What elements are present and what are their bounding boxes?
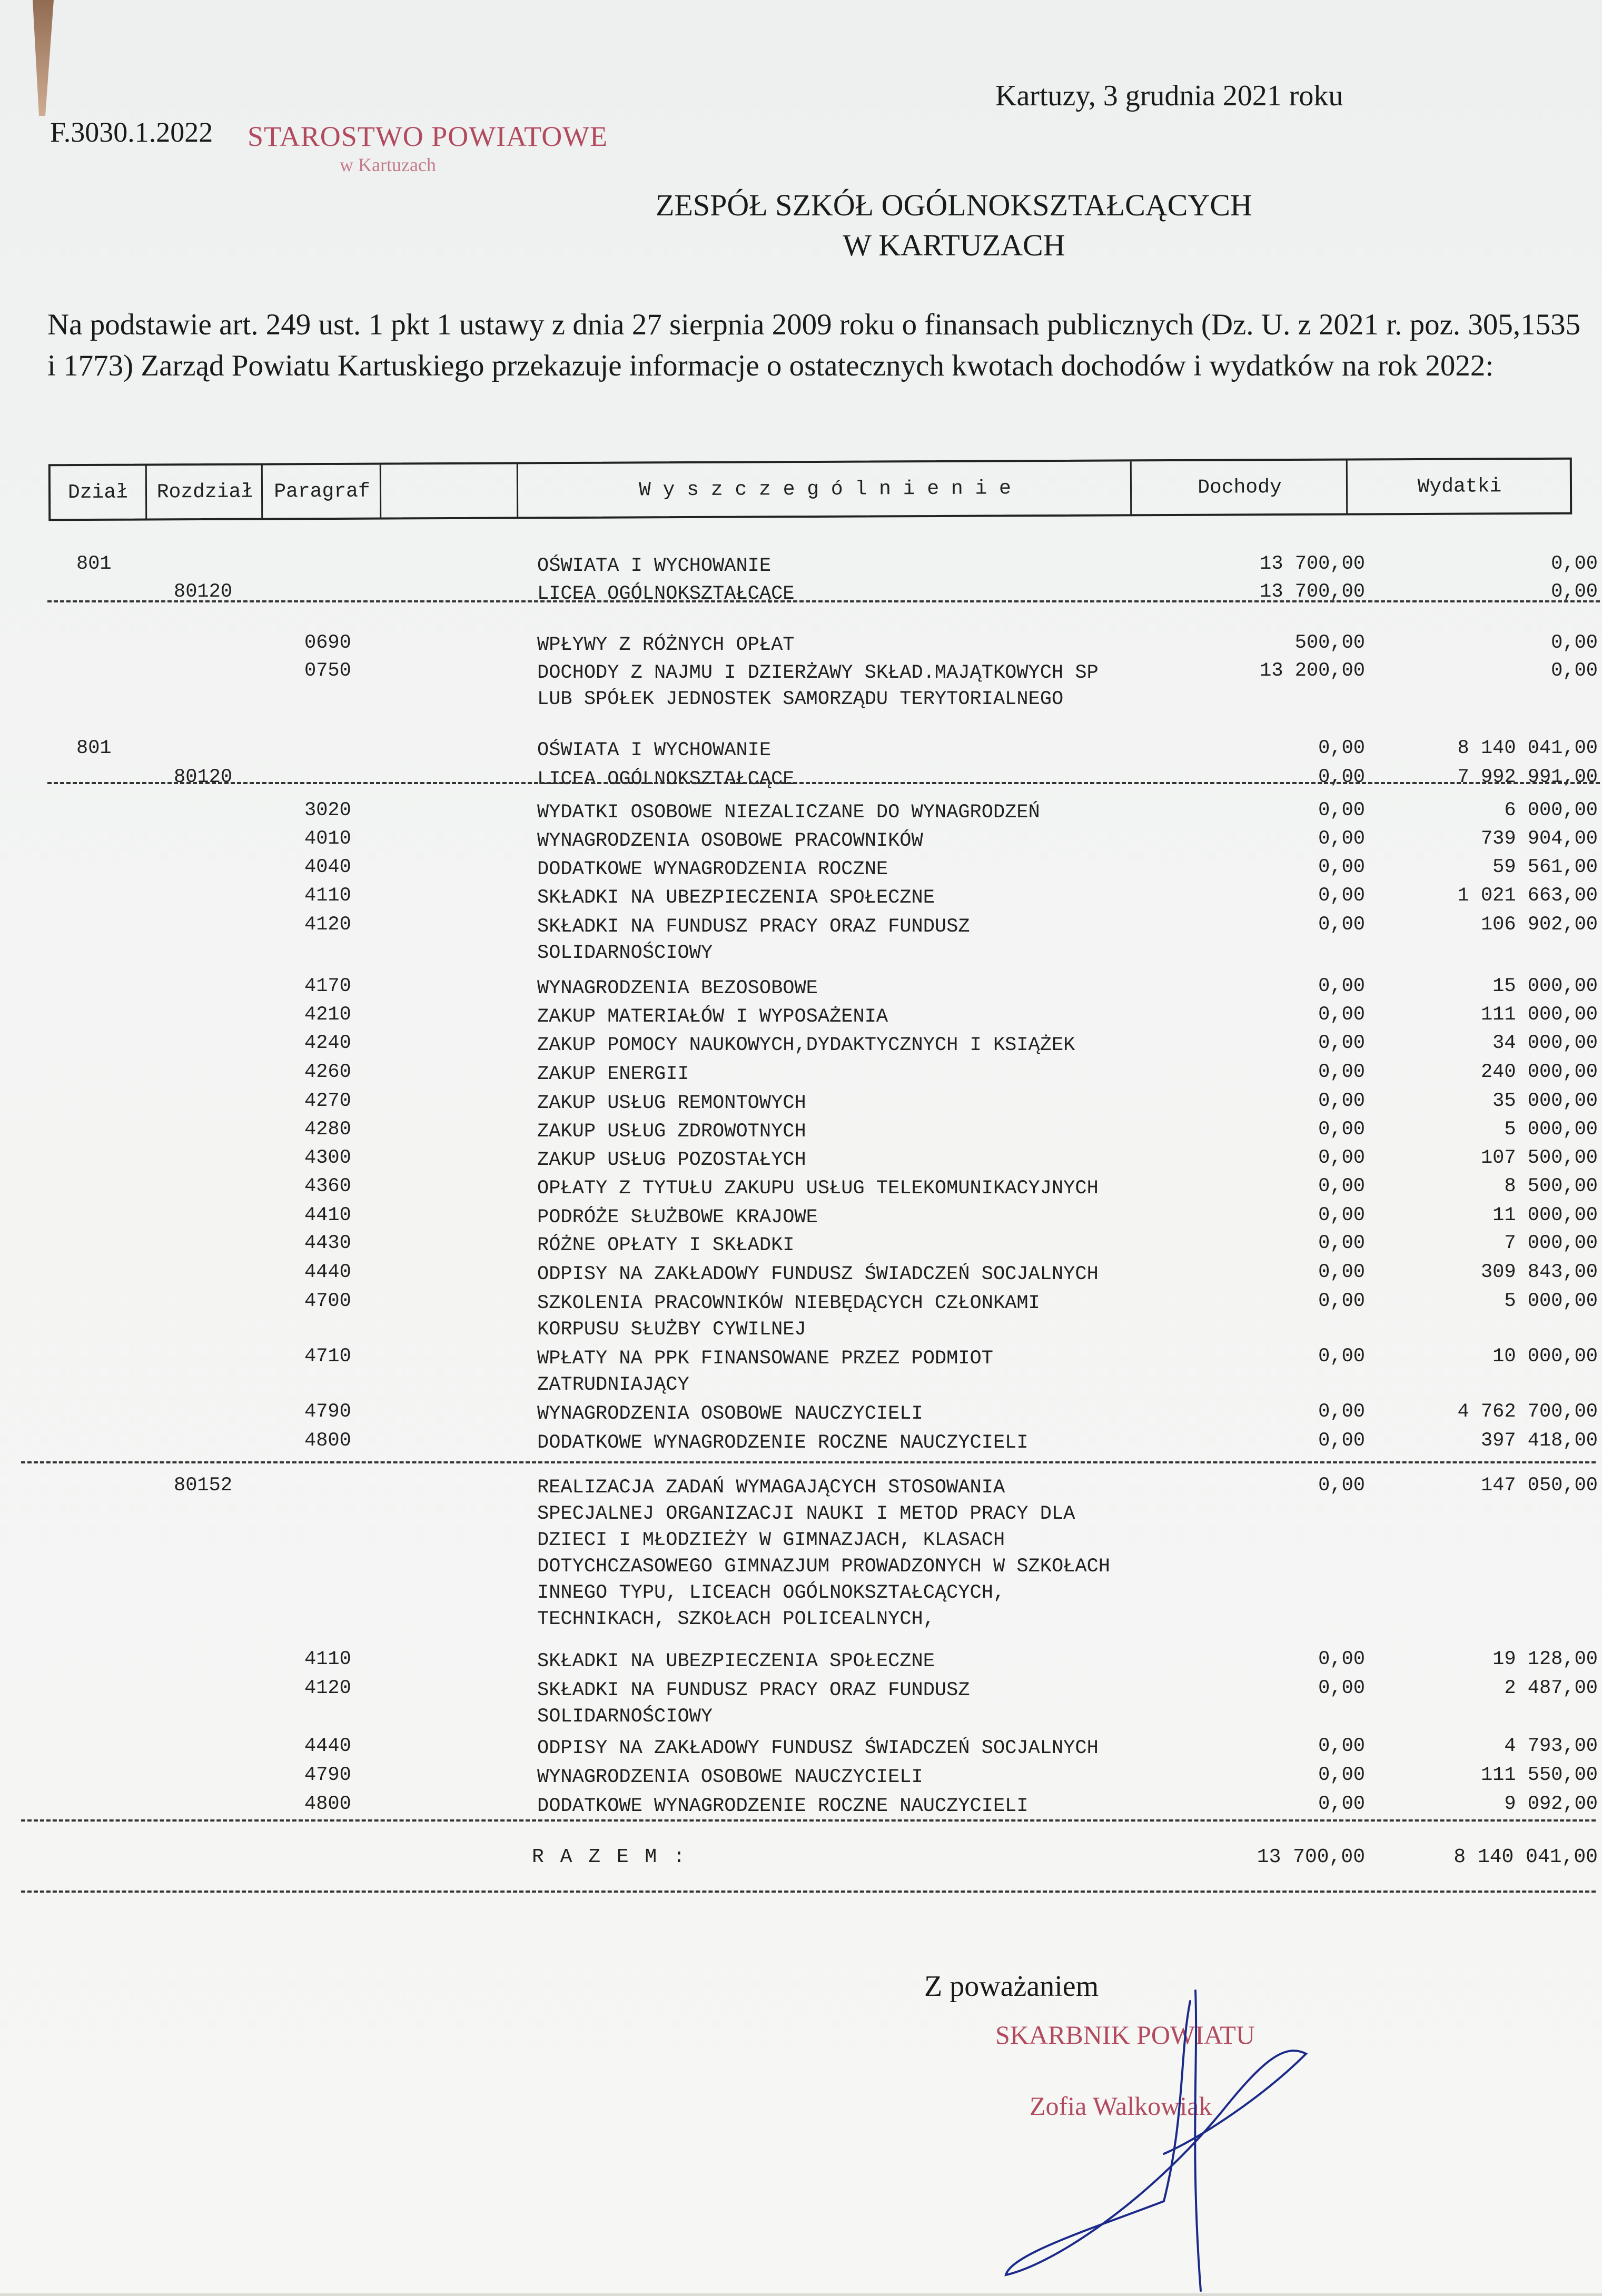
cell-dochody: 0,00	[1318, 1735, 1365, 1757]
header-rozdzial: Rozdział	[145, 466, 263, 519]
cell-dzial: 801	[76, 737, 112, 759]
opis-line: ZAKUP POMOCY NAUKOWYCH,DYDAKTYCZNYCH I KSIĄŻEK	[537, 1034, 1075, 1056]
total-label: R A Z E M :	[532, 1846, 687, 1868]
opis-line: PODRÓŻE SŁUŻBOWE KRAJOWE	[537, 1206, 818, 1229]
cell-paragraf: 4800	[304, 1430, 351, 1452]
cell-opis	[537, 1261, 1099, 1288]
opis-line: ODPISY NA ZAKŁADOWY FUNDUSZ ŚWIADCZEŃ SOCJALNYCH	[537, 1263, 1099, 1285]
cell-opis	[537, 1793, 1029, 1819]
heading-line-2: W KARTUZACH	[843, 228, 1065, 262]
opis-line: KORPUSU SŁUŻBY CYWILNEJ	[537, 1319, 806, 1341]
cell-wydatki: 6 000,00	[1504, 799, 1598, 822]
cell-paragraf: 4170	[304, 975, 351, 997]
cell-opis	[537, 1430, 1029, 1456]
cell-paragraf: 4800	[304, 1793, 351, 1815]
opis-line: SOLIDARNOŚCIOWY	[537, 1706, 713, 1728]
cell-opis	[537, 1677, 970, 1730]
opis-line: WYNAGRODZENIA OSOBOWE NAUCZYCIELI	[537, 1766, 923, 1788]
cell-opis	[537, 1004, 888, 1030]
opis-line: WYNAGRODZENIA OSOBOWE PRACOWNIKÓW	[537, 830, 923, 852]
cell-opis	[537, 737, 771, 764]
cell-wydatki: 2 487,00	[1504, 1677, 1598, 1699]
header-dochody: Dochody	[1130, 461, 1348, 514]
opis-line: DOTYCHCZASOWEGO GIMNAZJUM PROWADZONYCH W SZKOŁACH	[537, 1556, 1110, 1578]
cell-wydatki: 397 418,00	[1480, 1430, 1598, 1452]
cell-wydatki: 5 000,00	[1504, 1290, 1598, 1312]
opis-line: ZAKUP ENERGII	[537, 1063, 689, 1085]
opis-line: WYNAGRODZENIA OSOBOWE NAUCZYCIELI	[537, 1403, 923, 1425]
opis-line: ZATRUDNIAJĄCY	[537, 1374, 689, 1396]
opis-line: WYDATKI OSOBOWE NIEZALICZANE DO WYNAGRODZEŃ	[537, 801, 1040, 824]
cell-paragraf: 4120	[304, 1677, 351, 1699]
cell-wydatki: 107 500,00	[1480, 1147, 1598, 1169]
cell-wydatki: 8 500,00	[1504, 1175, 1598, 1198]
reference-number: F.3030.1.2022	[50, 116, 213, 148]
cell-opis	[537, 1290, 1040, 1343]
opis-line: ZAKUP USŁUG REMONTOWYCH	[537, 1092, 806, 1114]
cell-dochody: 0,00	[1318, 737, 1365, 759]
staple-tab	[33, 0, 54, 116]
cell-paragraf: 4430	[304, 1232, 351, 1254]
cell-dochody: 0,00	[1318, 766, 1365, 788]
cell-opis	[537, 1648, 935, 1675]
cell-dochody: 0,00	[1318, 1401, 1365, 1423]
cell-dochody: 0,00	[1318, 885, 1365, 907]
opis-line: ZAKUP MATERIAŁÓW I WYPOSAŻENIA	[537, 1006, 888, 1028]
cell-dochody: 0,00	[1318, 828, 1365, 850]
cell-opis	[537, 828, 923, 854]
cell-wydatki: 240 000,00	[1480, 1061, 1598, 1083]
total-wydatki: 8 140 041,00	[1453, 1846, 1598, 1868]
cell-paragraf: 4440	[304, 1735, 351, 1757]
cell-opis	[537, 1735, 1099, 1761]
cell-wydatki: 111 550,00	[1480, 1764, 1598, 1786]
cell-dochody: 0,00	[1318, 914, 1365, 936]
cell-opis	[537, 632, 794, 658]
cell-dochody: 13 700,00	[1260, 581, 1365, 603]
cell-dochody: 0,00	[1318, 1345, 1365, 1368]
cell-wydatki: 0,00	[1551, 660, 1598, 682]
opis-line: ODPISY NA ZAKŁADOWY FUNDUSZ ŚWIADCZEŃ SOCJALNYCH	[537, 1737, 1099, 1759]
cell-wydatki: 59 561,00	[1492, 856, 1598, 878]
cell-wydatki: 4 793,00	[1504, 1735, 1598, 1757]
cell-opis	[537, 766, 794, 793]
cell-wydatki: 309 843,00	[1480, 1261, 1598, 1283]
cell-dochody: 0,00	[1318, 1793, 1365, 1815]
cell-paragraf: 0750	[304, 660, 351, 682]
cell-dochody: 0,00	[1318, 1204, 1365, 1226]
opis-line: SKŁADKI NA FUNDUSZ PRACY ORAZ FUNDUSZ	[537, 916, 970, 938]
cell-wydatki: 7 000,00	[1504, 1232, 1598, 1254]
opis-line: SPECJALNEJ ORGANIZACJI NAUKI I METOD PRACY DLA	[537, 1503, 1075, 1525]
cell-dochody: 0,00	[1318, 1175, 1365, 1198]
cell-opis	[537, 1090, 806, 1116]
cell-opis	[537, 1175, 1099, 1202]
cell-dochody: 13 700,00	[1260, 553, 1365, 575]
opis-line: OPŁATY Z TYTUŁU ZAKUPU USŁUG TELEKOMUNIKACYJNYCH	[537, 1177, 1099, 1200]
cell-paragraf: 4790	[304, 1401, 351, 1423]
opis-line: SOLIDARNOŚCIOWY	[537, 942, 713, 964]
cell-opis	[537, 799, 1040, 826]
cell-opis	[537, 1061, 689, 1087]
cell-paragraf: 4110	[304, 1648, 351, 1670]
cell-opis	[537, 553, 771, 579]
opis-line: DODATKOWE WYNAGRODZENIE ROCZNE NAUCZYCIELI	[537, 1795, 1029, 1817]
cell-paragraf: 4010	[304, 828, 351, 850]
dashed-separator	[21, 1891, 1596, 1893]
opis-line: WYNAGRODZENIA BEZOSOBOWE	[537, 977, 818, 999]
dashed-separator	[21, 1461, 1596, 1463]
cell-opis	[537, 1147, 806, 1173]
opis-line: LUB SPÓŁEK JEDNOSTEK SAMORZĄDU TERYTORIALNEGO	[537, 688, 1064, 710]
dashed-separator	[47, 600, 1602, 602]
cell-paragraf: 4040	[304, 856, 351, 878]
opis-line: WPŁYWY Z RÓŻNYCH OPŁAT	[537, 634, 795, 656]
header-opis: W y s z c z e g ó l n i e n i e	[517, 461, 1132, 517]
cell-wydatki: 106 902,00	[1480, 914, 1598, 936]
cell-dochody: 0,00	[1318, 1119, 1365, 1141]
header-dzial: Dział	[67, 481, 128, 504]
cell-opis	[537, 1032, 1075, 1058]
cell-wydatki: 0,00	[1551, 632, 1598, 654]
opis-line: ZAKUP USŁUG POZOSTAŁYCH	[537, 1149, 806, 1171]
cell-opis	[537, 1119, 806, 1145]
cell-dochody: 0,00	[1318, 1232, 1365, 1254]
cell-paragraf: 4710	[304, 1345, 351, 1368]
cell-dochody: 0,00	[1318, 1764, 1365, 1786]
opis-line: SKŁADKI NA UBEZPIECZENIA SPOŁECZNE	[537, 887, 935, 909]
cell-wydatki: 5 000,00	[1504, 1119, 1598, 1141]
cell-rozdzial: 80120	[174, 766, 233, 788]
opis-line: DZIECI I MŁODZIEŻY W GIMNAZJACH, KLASACH	[537, 1529, 1005, 1551]
cell-wydatki: 10 000,00	[1492, 1345, 1598, 1368]
cell-dochody: 0,00	[1318, 1261, 1365, 1283]
cell-wydatki: 9 092,00	[1504, 1793, 1598, 1815]
opis-line: LICEA OGÓLNOKSZTAŁCĄCE	[537, 583, 795, 605]
cell-opis	[537, 914, 970, 966]
document-heading	[656, 185, 1252, 265]
cell-opis	[537, 1401, 923, 1427]
place-date: Kartuzy, 3 grudnia 2021 roku	[995, 80, 1343, 112]
intro-paragraph: Na podstawie art. 249 ust. 1 pkt 1 ustawy z dnia 27 sierpnia 2009 roku o finansach publicznych (Dz. U. z 2021 r. poz. 305,1535 i 1773) Zarząd Powiatu Kartuskiego przekazuje informacje o ostatecznych kwotach dochodów i wydatków na rok 2022:	[47, 308, 1581, 382]
cell-wydatki: 0,00	[1551, 581, 1598, 603]
dashed-separator	[47, 782, 1602, 784]
cell-wydatki: 4 762 700,00	[1457, 1401, 1598, 1423]
cell-paragraf: 4210	[304, 1004, 351, 1026]
cell-dochody: 0,00	[1318, 1474, 1365, 1497]
cell-wydatki: 0,00	[1551, 553, 1598, 575]
header-paragraf: Paragraf	[261, 465, 381, 518]
cell-dochody: 0,00	[1318, 1290, 1365, 1312]
cell-opis	[537, 856, 888, 883]
cell-opis	[537, 1232, 794, 1259]
cell-paragraf: 4700	[304, 1290, 351, 1312]
opis-line: INNEGO TYPU, LICEACH OGÓLNOKSZTAŁCĄCYCH,	[537, 1582, 1005, 1604]
cell-paragraf: 4240	[304, 1032, 351, 1054]
cell-wydatki: 11 000,00	[1492, 1204, 1598, 1226]
cell-paragraf: 4300	[304, 1147, 351, 1169]
opis-line: SKŁADKI NA FUNDUSZ PRACY ORAZ FUNDUSZ	[537, 1679, 970, 1701]
cell-paragraf: 4270	[304, 1090, 351, 1112]
cell-dochody: 0,00	[1318, 1004, 1365, 1026]
cell-paragraf: 4410	[304, 1204, 351, 1226]
cell-wydatki: 15 000,00	[1492, 975, 1598, 997]
cell-paragraf: 4120	[304, 914, 351, 936]
opis-line: OŚWIATA I WYCHOWANIE	[537, 739, 772, 761]
cell-wydatki: 19 128,00	[1492, 1648, 1598, 1670]
opis-line: DODATKOWE WYNAGRODZENIE ROCZNE NAUCZYCIELI	[537, 1432, 1029, 1454]
opis-line: ZAKUP USŁUG ZDROWOTNYCH	[537, 1121, 806, 1143]
cell-opis	[537, 975, 818, 1002]
cell-opis	[537, 1474, 1110, 1632]
cell-dochody: 0,00	[1318, 1677, 1365, 1699]
cell-paragraf: 4440	[304, 1261, 351, 1283]
cell-dzial: 801	[76, 553, 112, 575]
cell-paragraf: 4360	[304, 1175, 351, 1198]
opis-line: WPŁATY NA PPK FINANSOWANE PRZEZ PODMIOT	[537, 1348, 993, 1370]
cell-dochody: 0,00	[1318, 1032, 1365, 1054]
cell-paragraf: 4280	[304, 1119, 351, 1141]
header-blank	[380, 464, 518, 517]
opis-line: TECHNIKACH, SZKOŁACH POLICEALNYCH,	[537, 1608, 935, 1630]
cell-paragraf: 3020	[304, 799, 351, 822]
cell-dochody: 500,00	[1294, 632, 1365, 654]
cell-opis	[537, 581, 794, 607]
cell-paragraf: 4260	[304, 1061, 351, 1083]
cell-dochody: 0,00	[1318, 1430, 1365, 1452]
closing-phrase: Z poważaniem	[924, 1970, 1099, 2003]
cell-wydatki: 8 140 041,00	[1457, 737, 1598, 759]
cell-dochody: 0,00	[1318, 799, 1365, 822]
cell-wydatki: 7 992 991,00	[1457, 766, 1598, 788]
header-wydatki: Wydatki	[1346, 460, 1571, 513]
cell-opis	[537, 660, 1099, 712]
opis-line: LICEA OGÓLNOKSZTAŁCĄCE	[537, 768, 795, 790]
cell-wydatki: 739 904,00	[1480, 828, 1598, 850]
cell-opis	[537, 885, 935, 911]
opis-line: REALIZACJA ZADAŃ WYMAGAJĄCYCH STOSOWANIA	[537, 1477, 1005, 1499]
opis-line: SKŁADKI NA UBEZPIECZENIA SPOŁECZNE	[537, 1650, 935, 1672]
cell-wydatki: 147 050,00	[1480, 1474, 1598, 1497]
cell-rozdzial: 80120	[174, 581, 233, 603]
cell-dochody: 0,00	[1318, 1061, 1365, 1083]
cell-dochody: 0,00	[1318, 856, 1365, 878]
handwritten-signature	[990, 1980, 1327, 2296]
cell-wydatki: 34 000,00	[1492, 1032, 1598, 1054]
cell-paragraf: 4110	[304, 885, 351, 907]
opis-line: DOCHODY Z NAJMU I DZIERŻAWY SKŁAD.MAJĄTKOWYCH SP	[537, 662, 1099, 684]
cell-opis	[537, 1204, 818, 1231]
opis-line: SZKOLENIA PRACOWNIKÓW NIEBĘDĄCYCH CZŁONKAMI	[537, 1292, 1040, 1314]
cell-wydatki: 1 021 663,00	[1457, 885, 1598, 907]
cell-rozdzial: 80152	[174, 1474, 233, 1497]
cell-dochody: 0,00	[1318, 1648, 1365, 1670]
cell-wydatki: 111 000,00	[1480, 1004, 1598, 1026]
cell-paragraf: 0690	[304, 632, 351, 654]
opis-line: DODATKOWE WYNAGRODZENIA ROCZNE	[537, 858, 888, 880]
office-stamp-subtitle: w Kartuzach	[340, 154, 436, 175]
heading-line-1: ZESPÓŁ SZKÓŁ OGÓLNOKSZTAŁCĄCYCH	[656, 188, 1252, 222]
treasurer-stamp: SKARBNIK POWIATU	[995, 2020, 1255, 2050]
cell-opis	[537, 1764, 923, 1790]
cell-wydatki: 35 000,00	[1492, 1090, 1598, 1112]
cell-dochody: 0,00	[1318, 1147, 1365, 1169]
cell-dochody: 0,00	[1318, 975, 1365, 997]
cell-dochody: 0,00	[1318, 1090, 1365, 1112]
total-dochody: 13 700,00	[1257, 1846, 1365, 1868]
opis-line: RÓŻNE OPŁATY I SKŁADKI	[537, 1234, 795, 1256]
opis-line: OŚWIATA I WYCHOWANIE	[537, 555, 772, 577]
dashed-separator	[21, 1819, 1596, 1822]
table-header	[48, 458, 1572, 521]
cell-opis	[537, 1345, 993, 1398]
signer-name: Zofia Walkowiak	[1030, 2091, 1212, 2121]
cell-paragraf: 4790	[304, 1764, 351, 1786]
cell-dochody: 13 200,00	[1260, 660, 1365, 682]
office-stamp-title: STAROSTWO POWIATOWE	[248, 121, 608, 152]
